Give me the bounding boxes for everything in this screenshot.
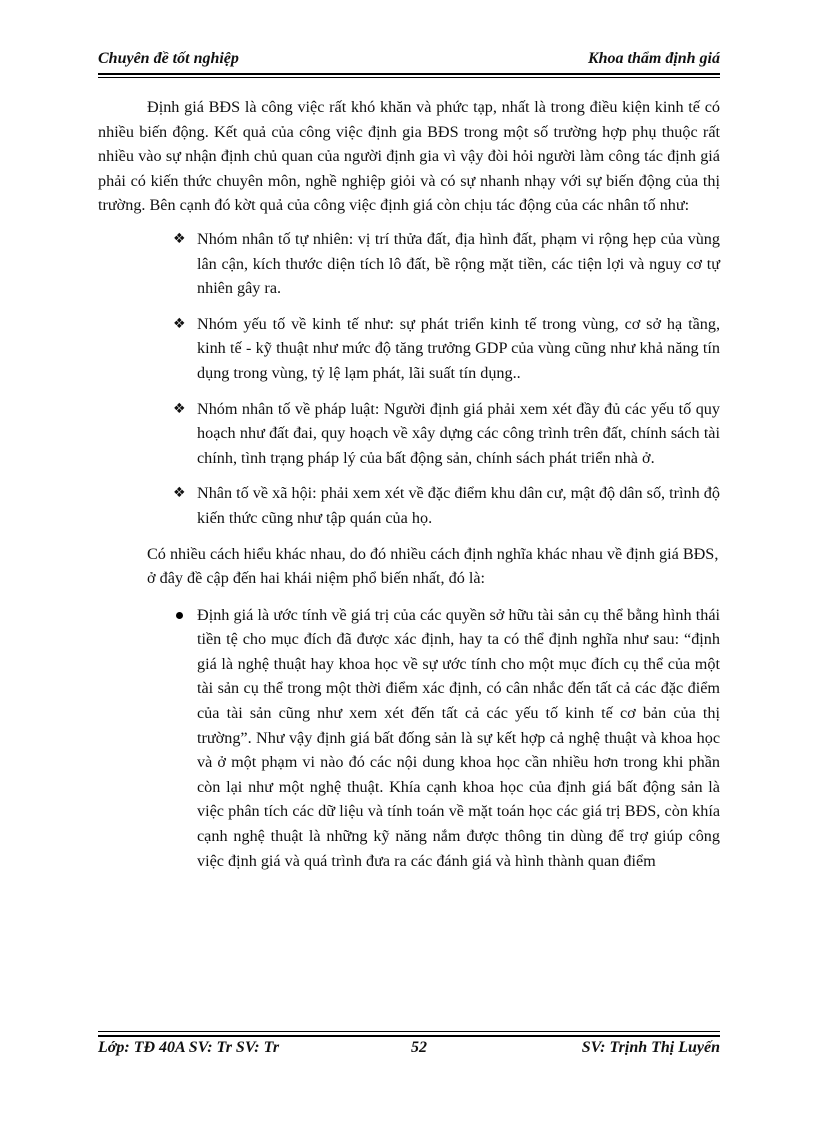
factor-item [173,312,720,386]
definition-text: Định giá là ước tính về giá trị của các quyền sở hữu tài sản cụ thể bằng hình thái tiền tệ cho mục đích đã được xác định, hay ta có thể định nghĩa như sau: “định giá là nghệ thuật hay khoa học về sự ước tính cho một mục đích cụ thể của một tài sản cụ thể trong một thời điểm xác định, có cân nhắc đến tất cả các đặc điểm của tài sản cũng như xem xét đến tất cả các yếu tố kinh tế cơ bản của thị trường”. Như vậy định giá bất đống sản là sự kết hợp cả nghệ thuật và khoa học và ở một phạm vi nào đó các nội dung khoa học cần nhiều hơn trong khi phần còn lại như một nghệ thuật. Khía cạnh khoa học của định giá bất động sản là việc phân tích các dữ liệu và tính toán về mặt toán học các giá trị BĐS, còn khía cạnh nghệ thuật là những kỹ năng nắm được thông tin dùng để trợ giúp công việc định giá và quá trình đưa ra các đánh giá và hình thành quan điểm [197,605,720,870]
footer-student-name: SV: Trịnh Thị Luyến [581,1039,720,1056]
footer-rule-thick [98,1035,720,1037]
definition-item [197,603,720,874]
page-header [98,48,720,70]
intro-paragraph: Định giá BĐS là công việc rất khó khăn và phức tạp, nhất là trong điều kiện kinh tế có nhiều biến động. Kết quả của công việc định gia BĐS trong một số trường hợp phụ thuộc rất nhiều vào sự nhận định chủ quan của người định gia vì vậy đòi hỏi người làm công tác định giá phải có kiến thức chuyên môn, nghề nghiệp giỏi và có sự nhanh nhạy với sự biến động của thị trường. Bên cạnh đó kờt quả của công việc định giá còn chịu tác động của các nhân tố như: [98,98,720,215]
page-number: 52 [411,1039,427,1056]
factor-item [173,227,720,301]
factor-list [98,227,720,531]
factor-text: Nhân tố về xã hội: phải xem xét về đặc điểm khu dân cư, mật độ dân số, trình độ kiến thức cũng như tập quán của họ. [197,484,720,527]
diamond-bullet-icon: ❖ [173,230,186,247]
page-footer [98,1039,720,1061]
header-faculty: Khoa thẩm định giá [587,50,720,67]
definition-list [98,603,720,874]
diamond-bullet-icon: ❖ [173,485,186,502]
header-rule-thin [98,77,720,78]
definitions-intro: Có nhiều cách hiểu khác nhau, do đó nhiều cách định nghĩa khác nhau về định giá BĐS, ở đây đề cập đến hai khái niệm phổ biến nhất, đó là: [147,544,719,588]
header-rule-thick [98,73,720,75]
footer-class-info: Lớp: TĐ 40A SV: Tr SV: Tr [98,1039,280,1056]
diamond-bullet-icon: ❖ [173,400,186,417]
header-thesis-title: Chuyên đề tốt nghiệp [98,50,239,67]
factor-text: Nhóm nhân tố về pháp luật: Người định giá phải xem xét đầy đủ các yếu tố quy hoạch như đất đai, quy hoạch về xây dựng các công trình trên đất, chính sách tài chính, tình trạng pháp lý của bất động sản, chính sách phát triển nhà ở. [197,399,720,467]
footer-rule-thin [98,1031,720,1032]
diamond-bullet-icon: ❖ [173,315,186,332]
factor-text: Nhóm nhân tố tự nhiên: vị trí thửa đất, địa hình đất, phạm vi rộng hẹp của vùng lân cận, kích thước diện tích lô đất, bề rộng mặt tiền, các tiện lợi và nguy cơ tự nhiên gây ra. [197,229,720,298]
round-bullet-icon [176,612,183,619]
factor-item [173,397,720,471]
factor-item [173,481,720,530]
factor-text: Nhóm yếu tố về kinh tế như: sự phát triển kinh tế trong vùng, cơ sở hạ tầng, kinh tế - kỹ thuật như mức độ tăng trưởng GDP của vùng cũng như khả năng tín dụng trong vùng, tỷ lệ lạm phát, lãi suất tín dụng.. [197,314,720,382]
page-body [98,95,720,873]
